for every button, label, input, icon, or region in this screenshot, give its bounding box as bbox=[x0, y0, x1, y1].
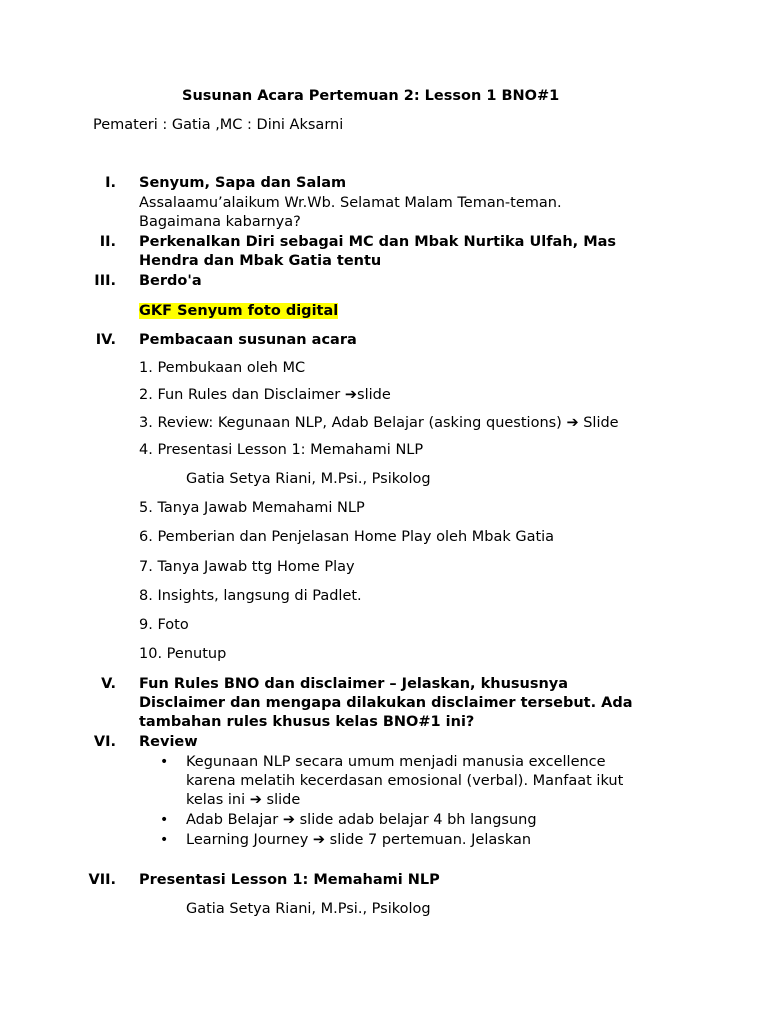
numeral-i: I. bbox=[105, 175, 116, 191]
agenda-item-10: 10. Penutup bbox=[139, 646, 227, 662]
bullet-icon: • bbox=[160, 754, 169, 770]
agenda-item-4-presenter: Gatia Setya Riani, M.Psi., Psikolog bbox=[186, 471, 431, 487]
numeral-iii: III. bbox=[94, 273, 116, 289]
agenda-item-3: 3. Review: Kegunaan NLP, Adab Belajar (asking questions) ➔ Slide bbox=[139, 415, 619, 431]
section-ii-heading-line2: Hendra dan Mbak Gatia tentu bbox=[139, 253, 382, 269]
section-vi-heading: Review bbox=[139, 734, 198, 750]
highlight-text: GKF Senyum foto digital bbox=[139, 303, 339, 319]
numeral-v: V. bbox=[101, 676, 116, 692]
bullet-icon: • bbox=[160, 812, 169, 828]
arrow-icon: ➔ bbox=[282, 812, 295, 828]
arrow-icon: ➔ bbox=[312, 832, 326, 848]
review-bullet-1-line2: karena melatih kecerdasan emosional (verbal). Manfaat ikut bbox=[186, 773, 624, 789]
agenda-item-2: 2. Fun Rules dan Disclaimer ➔slide bbox=[139, 387, 391, 403]
section-iii-highlight bbox=[139, 302, 338, 322]
review-bullet-1-line3: kelas ini ➔ slide bbox=[186, 792, 301, 808]
agenda-item-4: 4. Presentasi Lesson 1: Memahami NLP bbox=[139, 442, 424, 458]
document-title: Susunan Acara Pertemuan 2: Lesson 1 BNO#1 bbox=[182, 88, 560, 104]
agenda-item-5: 5. Tanya Jawab Memahami NLP bbox=[139, 500, 365, 516]
section-i-body-line2: Bagaimana kabarnya? bbox=[139, 214, 301, 230]
review-bullet-2: Adab Belajar ➔ slide adab belajar 4 bh langsung bbox=[186, 812, 537, 828]
section-ii-heading-line1: Perkenalkan Diri sebagai MC dan Mbak Nurtika Ulfah, Mas bbox=[139, 234, 617, 250]
review-bullet-1-line1: Kegunaan NLP secara umum menjadi manusia excellence bbox=[186, 754, 606, 770]
agenda-item-9: 9. Foto bbox=[139, 617, 189, 633]
agenda-item-1: 1. Pembukaan oleh MC bbox=[139, 360, 306, 376]
section-vii-heading: Presentasi Lesson 1: Memahami NLP bbox=[139, 872, 440, 888]
section-iii-heading: Berdo'a bbox=[139, 273, 202, 289]
numeral-iv: IV. bbox=[95, 332, 116, 348]
agenda-item-7: 7. Tanya Jawab ttg Home Play bbox=[139, 559, 355, 575]
arrow-icon: ➔ bbox=[566, 415, 579, 431]
bullet-icon: • bbox=[160, 832, 169, 848]
numeral-ii: II. bbox=[99, 234, 116, 250]
numeral-vii: VII. bbox=[88, 872, 116, 888]
agenda-item-8: 8. Insights, langsung di Padlet. bbox=[139, 588, 362, 604]
section-vii-presenter: Gatia Setya Riani, M.Psi., Psikolog bbox=[186, 901, 431, 917]
section-i-heading: Senyum, Sapa dan Salam bbox=[139, 175, 347, 191]
section-v-line3: tambahan rules khusus kelas BNO#1 ini? bbox=[139, 714, 475, 730]
section-iv-heading: Pembacaan susunan acara bbox=[139, 332, 357, 348]
section-v-line1: Fun Rules BNO dan disclaimer – Jelaskan, khususnya bbox=[139, 676, 569, 692]
section-i-body-line1: Assalaamu’alaikum Wr.Wb. Selamat Malam Teman-teman. bbox=[139, 195, 562, 211]
review-bullet-3: Learning Journey ➔ slide 7 pertemuan. Jelaskan bbox=[186, 832, 532, 848]
presenter-line: Pemateri : Gatia ,MC : Dini Aksarni bbox=[93, 117, 344, 133]
section-v-line2: Disclaimer dan mengapa dilakukan disclaimer tersebut. Ada bbox=[139, 695, 633, 711]
agenda-item-6: 6. Pemberian dan Penjelasan Home Play oleh Mbak Gatia bbox=[139, 529, 555, 545]
arrow-icon: ➔ bbox=[249, 792, 262, 808]
numeral-vi: VI. bbox=[93, 734, 116, 750]
arrow-icon: ➔ bbox=[344, 387, 358, 403]
